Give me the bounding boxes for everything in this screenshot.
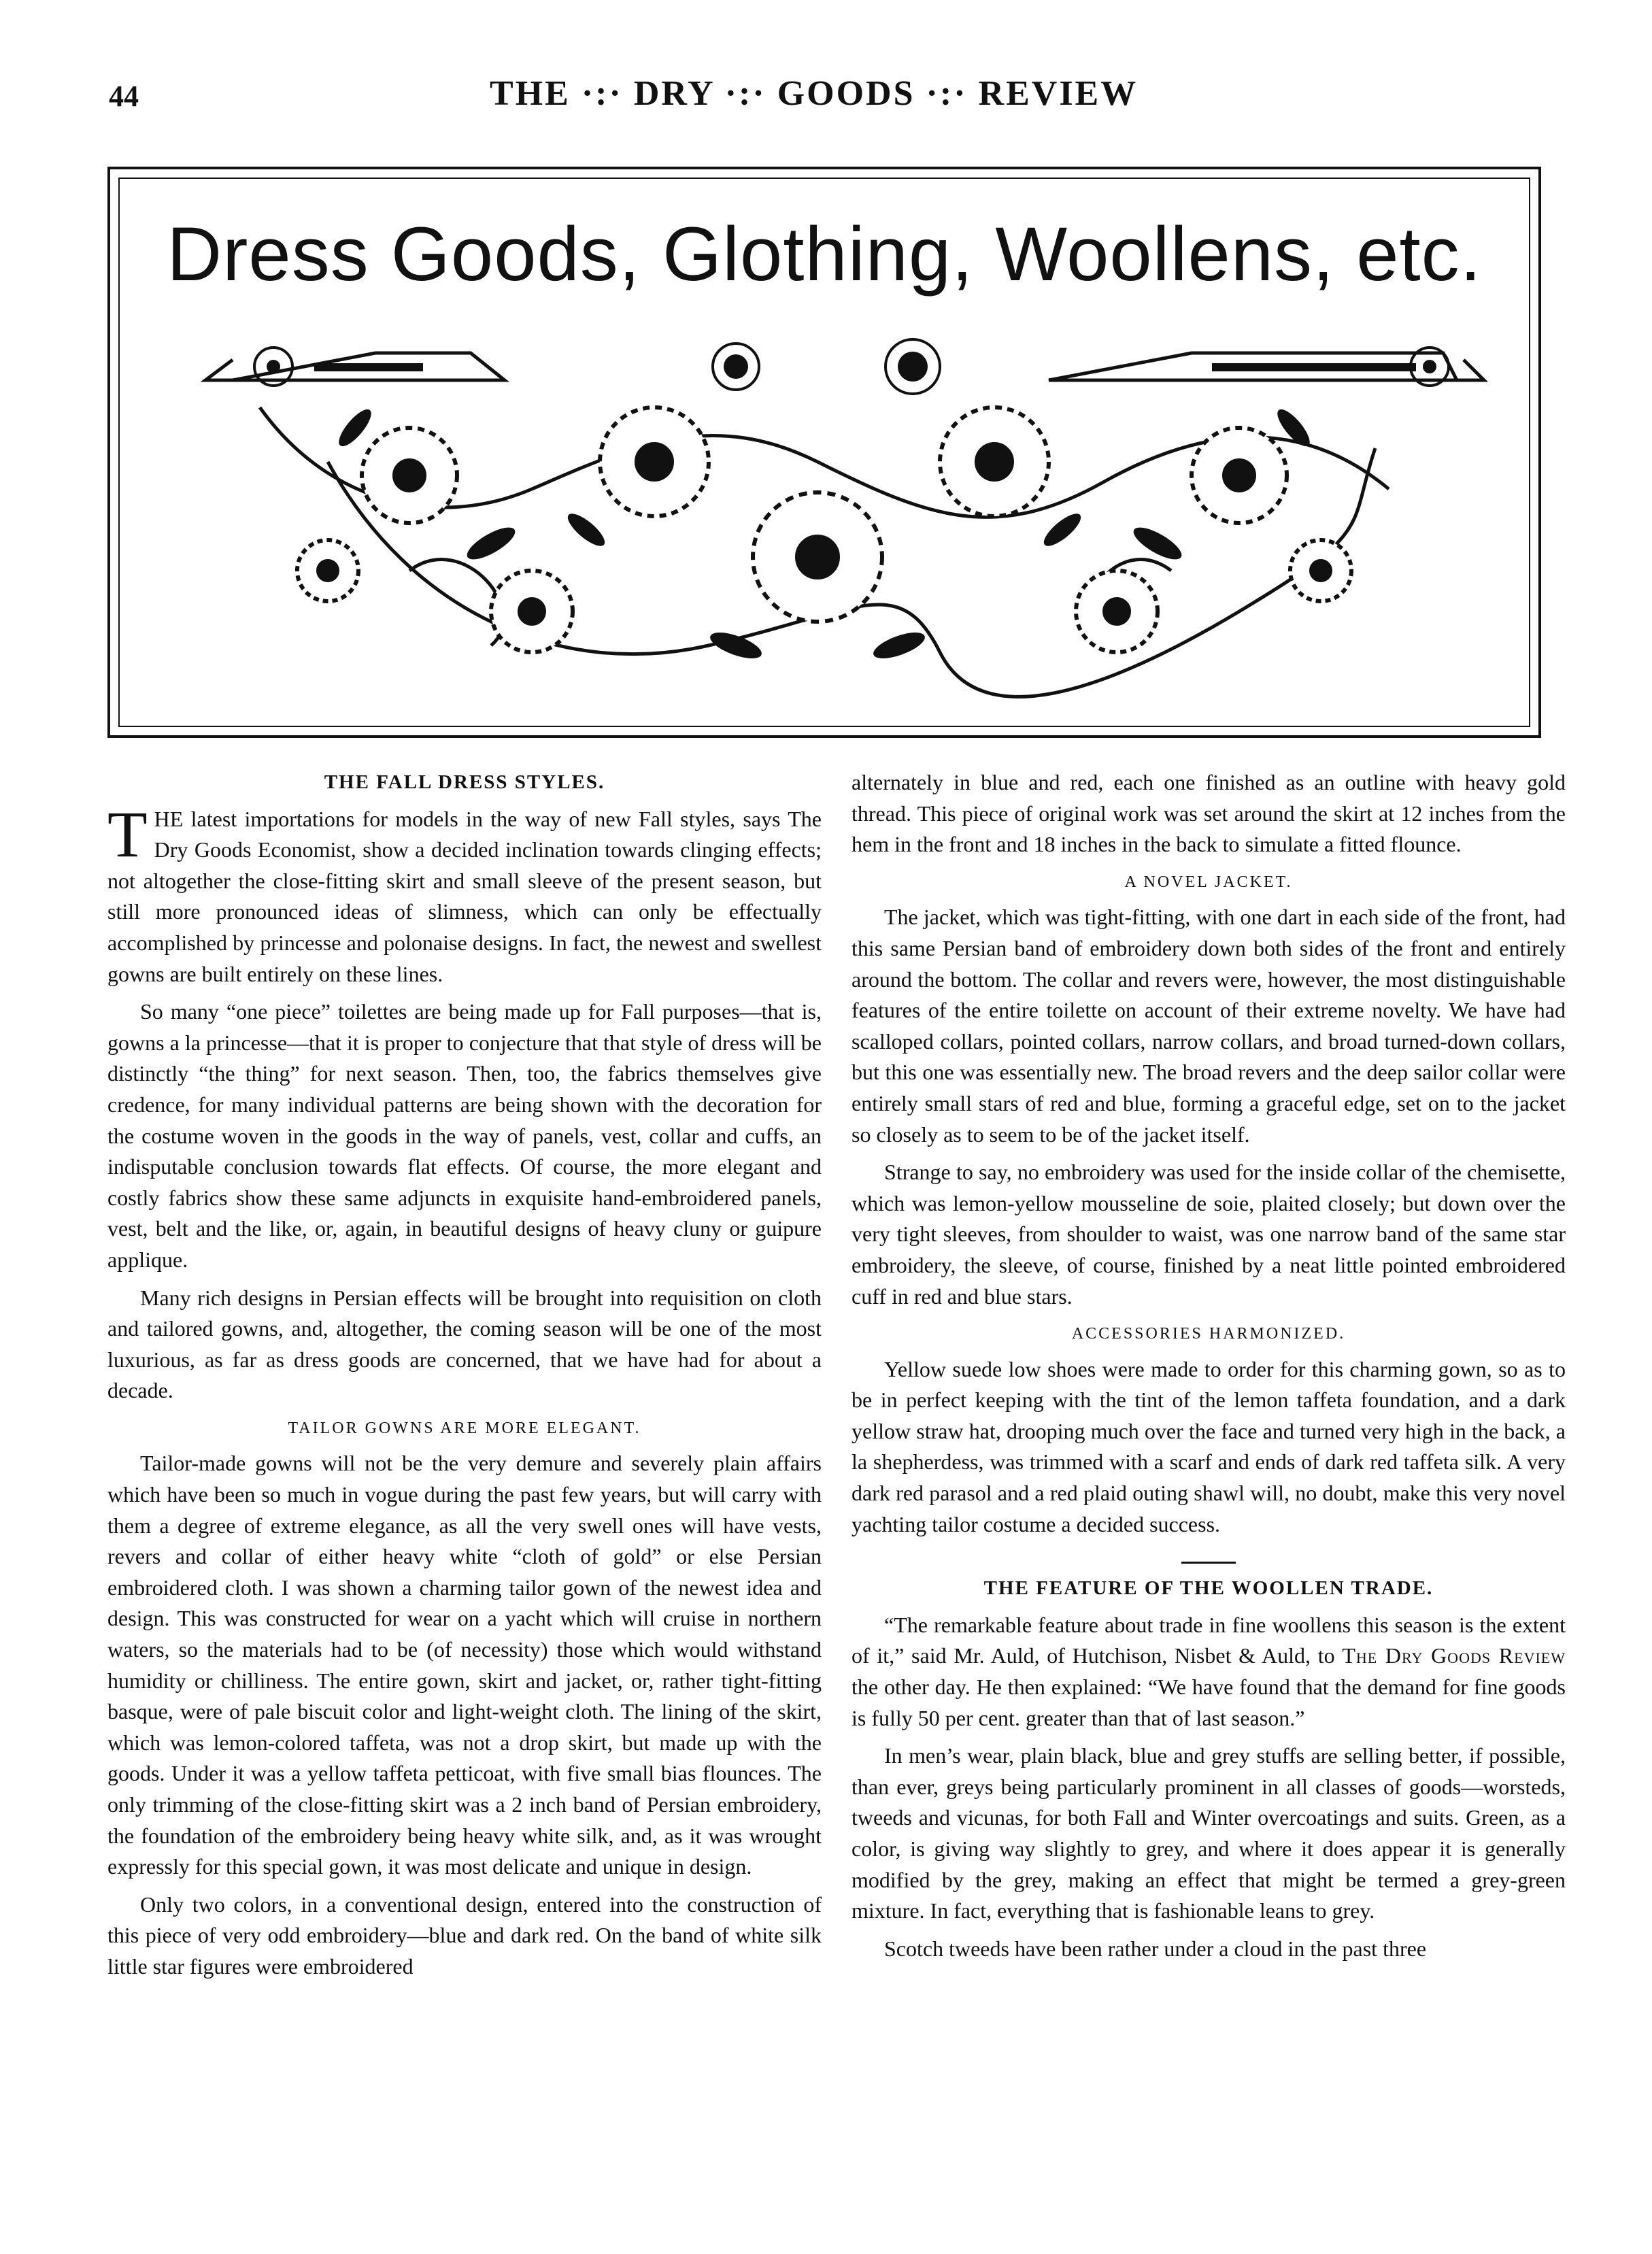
section-subheading: TAILOR GOWNS ARE MORE ELEGANT. bbox=[288, 1419, 641, 1437]
article-paragraph: In men’s wear, plain black, blue and grey stuffs are selling better, if possible, than ever, greys being particularly prominent in all classes of goods—worsteds, tweeds and vicunas, for both Fall and Winter overcoatings and suits. Green, as a color, is giving way slightly to grey, and where it does appear it is generally modified by the grey, making an effect that might be termed a grey-green mixture. In fact, everything that is fashionable leans to grey. bbox=[852, 1743, 1566, 1923]
article-paragraph: The jacket, which was tight-fitting, with one dart in each side of the front, had this same Persian band of embroidery down both sides of the front and entirely around the bottom. The collar and revers were, however, the most distinguishable features of the entire toilette on account of their extreme novelty. We have had scalloped collars, pointed collars, narrow collars, and broad turned-down collars, but this one was essentially new. The broad revers and the deep sailor collar were entirely small stars of red and blue, forming a graceful edge, set on to the jacket so closely as to seem to be of the jacket itself. bbox=[852, 905, 1566, 1147]
section-title: Dress Goods, Glothing, Woollens, etc. bbox=[167, 212, 1482, 297]
article-paragraph: alternately in blue and red, each one finished as an outline with heavy gold thread. This piece of original work was set around the skirt at 12 inches from the hem in the front and 18 inches in the back to simulate a fitted flounce. bbox=[852, 770, 1566, 857]
article-paragraph: So many “one piece” toilettes are being made up for Fall purposes—that is, gowns a la princesse—that it is proper to conjecture that that style of dress will be distinctly “the thing” for next season. Then, too, the fabrics themselves give credence, for many individual patterns are being shown with the decoration for the costume woven in the goods in the way of panels, vest, collar and cuffs, an indisputable conclusion towards flat effects. Of course, the more elegant and costly fabrics show these same adjuncts in exquisite hand-embroidered panels, vest, belt and the like, or, again, in beautiful designs of heavy cluny or guipure applique. bbox=[107, 999, 822, 1272]
article-heading: THE FEATURE OF THE WOOLLEN TRADE. bbox=[983, 1577, 1434, 1600]
article-paragraph: Only two colors, in a conventional design, entered into the construction of this piece of very odd embroidery—blue and dark red. On the band of white silk little star figures were embroidered bbox=[107, 1891, 822, 1979]
article-paragraph: Many rich designs in Persian effects will be brought into requisition on cloth and tailored gowns, and, altogether, the coming season will be one of the most luxurious, as far as dress goods are concerned, that we have had for about a decade. bbox=[107, 1285, 822, 1403]
paragraph-text: “The remarkable feature about trade in fine woollens this season is the extent of it,” said Mr. Auld, of Hutchison, Nisbet & Auld, to bbox=[852, 1612, 1566, 1668]
page-header bbox=[109, 73, 1571, 121]
article-heading: THE FALL DRESS STYLES. bbox=[324, 771, 605, 793]
left-column bbox=[107, 767, 822, 1989]
section-banner bbox=[107, 167, 1541, 738]
floral-ornament-illustration bbox=[151, 326, 1498, 713]
section-divider bbox=[1181, 1562, 1236, 1564]
section-subheading: A NOVEL JACKET. bbox=[1124, 873, 1293, 891]
drop-cap: T bbox=[107, 797, 148, 871]
paragraph-text: HE latest importations for models in the way of new Fall styles, says The Dry Goods Economist, show a decided inclination towards clinging effects; not altogether the close-fitting skirt and small sleeve of the present season, but still more pronounced ideas of slimness, which can only be effectually accomplished by princesse and polonaise designs. In fact, the newest and swellest gowns are built entirely on these lines. bbox=[107, 806, 822, 986]
article-paragraph bbox=[107, 797, 822, 990]
running-title: THE ·:· DRY ·:· GOODS ·:· REVIEW bbox=[490, 74, 1139, 113]
article-paragraph: Strange to say, no embroidery was used for the inside collar of the chemisette, which was lemon-yellow mousseline de soie, plaited closely; but down over the very tight sleeves, from shoulder to waist, was one narrow band of the same star embroidery, the sleeve, of course, finished by a neat little pointed embroidered cuff in red and blue stars. bbox=[852, 1160, 1566, 1309]
article-paragraph: Yellow suede low shoes were made to order for this charming gown, so as to be in perfect keeping with the tint of the lemon taffeta foundation, and a dark yellow straw hat, drooping much over the face and turned very high in the back, a la shepherdess, was trimmed with a scarf and ends of dark red taffeta silk. A very dark red parasol and a red plaid outing shawl will, no doubt, make this very novel yachting tailor costume a decided success. bbox=[852, 1356, 1566, 1536]
journal-name: The Dry Goods Review bbox=[1342, 1643, 1566, 1668]
paragraph-text: the other day. He then explained: “We have found that the demand for fine goods is fully 50 per cent. greater than that of last season.” bbox=[852, 1675, 1566, 1730]
section-subheading: ACCESSORIES HARMONIZED. bbox=[1071, 1325, 1346, 1343]
page-number: 44 bbox=[109, 80, 139, 113]
article-paragraph: Tailor-made gowns will not be the very demure and severely plain affairs which have been so much in vogue during the past few years, but will carry with them a degree of extreme elegance, as all the very swell ones will have vests, revers and collar of either heavy white “cloth of gold” or else Persian embroidered cloth. I was shown a charming tailor gown of the newest idea and design. This was constructed for wear on a yacht which will cruise in northern waters, so the materials had to be (of necessity) those which would withstand humidity or chilliness. The entire gown, skirt and jacket, or, rather tight-fitting basque, were of pale biscuit color and light-weight cloth. The lining of the skirt, which was lemon-colored taffeta, was not a drop skirt, but made up with the goods. Under it was a yellow taffeta petticoat, with five small bias flounces. The only trimming of the close-fitting skirt was a 2 inch band of Persian embroidery, the foundation of the embroidery being heavy white silk, and, as it was wrought expressly for this special gown, it was most delicate and unique in design. bbox=[107, 1451, 822, 1879]
article-paragraph bbox=[852, 1610, 1566, 1734]
right-column bbox=[852, 767, 1566, 1971]
article-paragraph: Scotch tweeds have been rather under a cloud in the past three bbox=[884, 1936, 1427, 1961]
